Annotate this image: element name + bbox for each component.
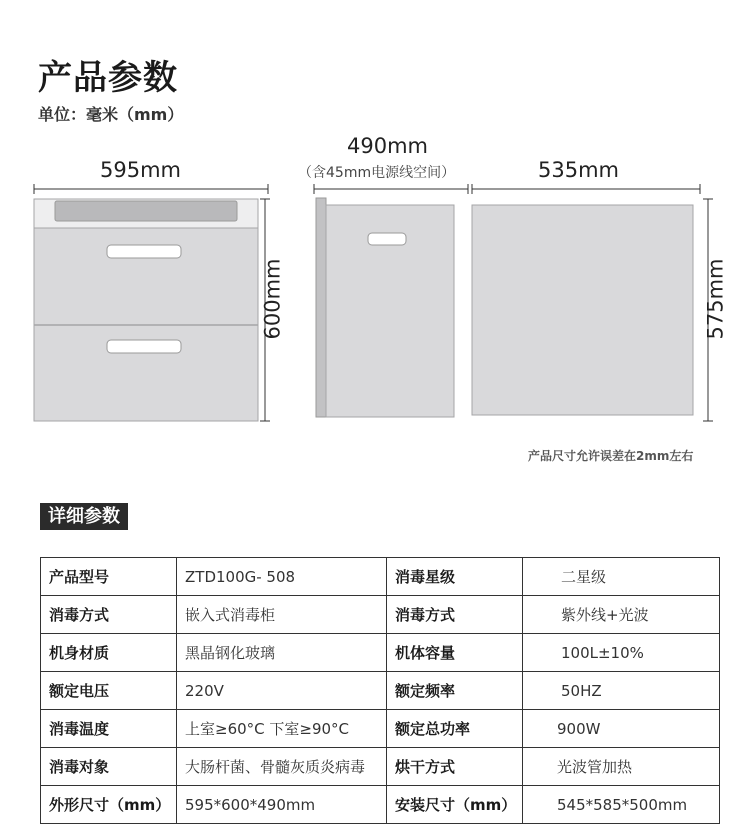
- param-key: 消毒方式: [41, 596, 177, 634]
- side-cabinet: [316, 198, 454, 417]
- table-row: [41, 672, 720, 710]
- param-key: 额定频率: [387, 672, 523, 710]
- param-value: 嵌入式消毒柜: [177, 596, 387, 634]
- param-value: 220V: [177, 672, 387, 710]
- param-key: 外形尺寸（mm）: [41, 786, 177, 824]
- param-value: 545*585*500mm: [523, 786, 720, 824]
- details-section-title: 详细参数: [40, 503, 128, 530]
- page-title: 产品参数: [38, 58, 178, 98]
- param-value: 大肠杆菌、骨髓灰质炎病毒: [177, 748, 387, 786]
- param-key: 机体容量: [387, 634, 523, 672]
- tolerance-note: 产品尺寸允许误差在2mm左右: [528, 449, 694, 463]
- table-row: [41, 558, 720, 596]
- param-key: 消毒星级: [387, 558, 523, 596]
- param-value: 二星级: [523, 558, 720, 596]
- param-key: 烘干方式: [387, 748, 523, 786]
- param-value: 900W: [523, 710, 720, 748]
- param-value: 100L±10%: [523, 634, 720, 672]
- param-key: 消毒对象: [41, 748, 177, 786]
- width-label: 595mm: [100, 158, 181, 182]
- table-row: [41, 786, 720, 824]
- param-key: 额定总功率: [387, 710, 523, 748]
- table-row: [41, 748, 720, 786]
- param-value: 上室≥60°C 下室≥90°C: [177, 710, 387, 748]
- front-cabinet: [34, 199, 258, 421]
- param-value: 光波管加热: [523, 748, 720, 786]
- param-key: 消毒温度: [41, 710, 177, 748]
- param-key: 安装尺寸（mm）: [387, 786, 523, 824]
- param-value: ZTD100G- 508: [177, 558, 387, 596]
- back-cabinet: [472, 205, 693, 415]
- param-value: 紫外线+光波: [523, 596, 720, 634]
- width-dimension-line: [34, 184, 268, 194]
- side-width-dimension-line: [472, 184, 700, 194]
- params-table: [40, 557, 720, 824]
- unit-label: 单位：毫米（mm）: [38, 105, 184, 124]
- param-value: 黑晶钢化玻璃: [177, 634, 387, 672]
- height-label: 600mm: [260, 258, 285, 340]
- table-row: [41, 634, 720, 672]
- depth-dimension-line: [314, 184, 468, 194]
- depth-note: （含45mm电源线空间）: [298, 165, 456, 181]
- param-value: 50HZ: [523, 672, 720, 710]
- param-key: 消毒方式: [387, 596, 523, 634]
- param-value: 595*600*490mm: [177, 786, 387, 824]
- param-key: 产品型号: [41, 558, 177, 596]
- depth-label: 490mm: [347, 134, 428, 158]
- param-key: 额定电压: [41, 672, 177, 710]
- side-width-label: 535mm: [538, 158, 619, 182]
- param-key: 机身材质: [41, 634, 177, 672]
- side-height-label: 575mm: [703, 258, 728, 340]
- table-row: [41, 596, 720, 634]
- table-row: [41, 710, 720, 748]
